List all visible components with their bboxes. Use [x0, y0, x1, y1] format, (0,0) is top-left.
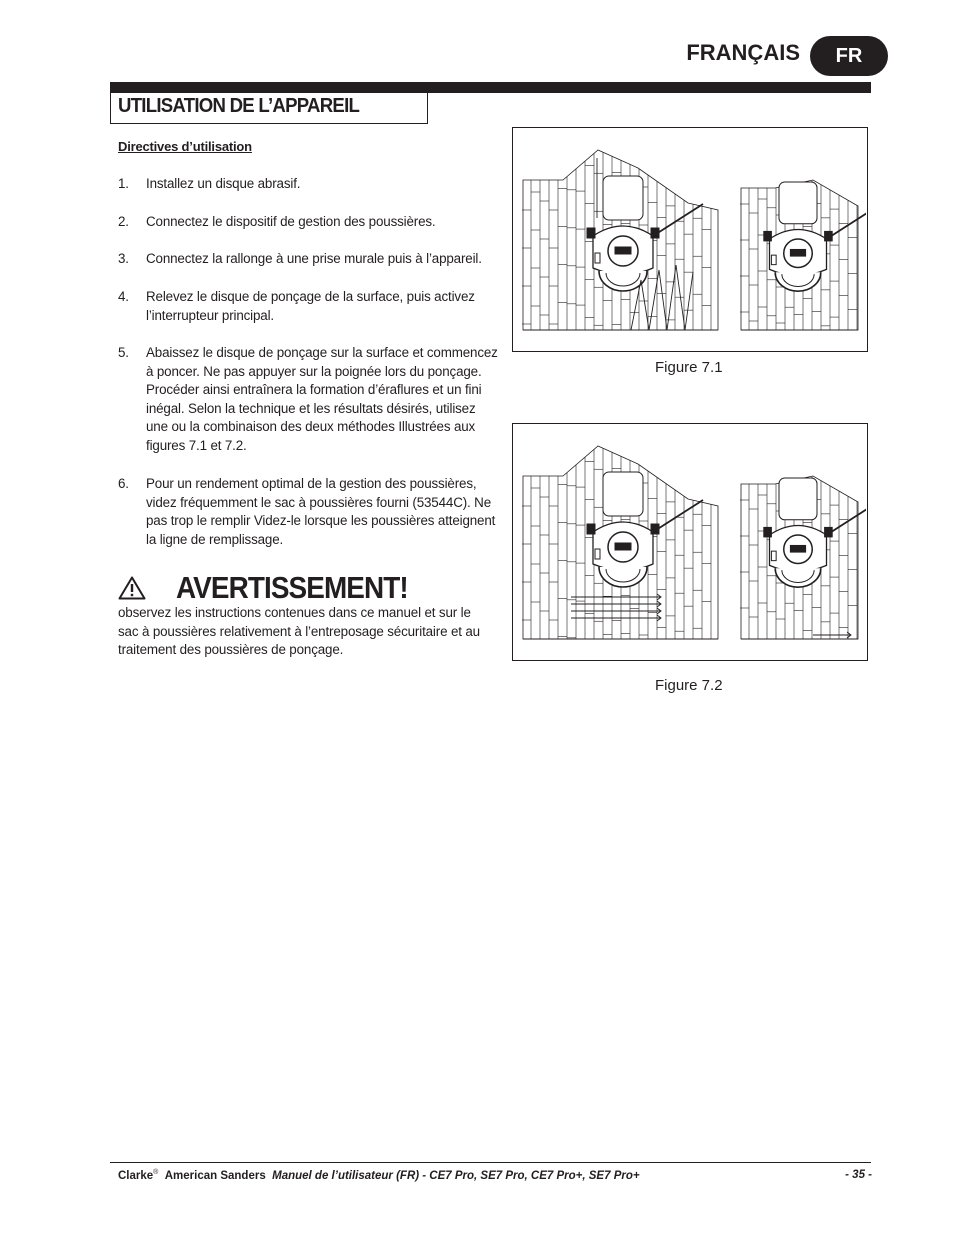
step-number: 3.	[118, 251, 129, 266]
step-text: Relevez le disque de ponçage de la surface, puis activez l’interrupteur principal.	[146, 289, 475, 323]
footer-company: American Sanders	[164, 1169, 266, 1182]
figure-7-1-caption: Figure 7.1	[655, 359, 723, 376]
step-text: Pour un rendement optimal de la gestion des poussières, videz fréquemment le sac à poussières fourni (53544C). Ne pas trop le remplir Videz-le lorsque les poussières atteignent la ligne de remplissage.	[146, 476, 496, 547]
step-number: 5.	[118, 345, 129, 360]
step-text: Connectez la rallonge à une prise murale puis à l’appareil.	[146, 251, 482, 266]
page-number: - 35 -	[845, 1169, 872, 1181]
language-label: FRANÇAIS	[686, 40, 800, 65]
instruction-step	[118, 344, 498, 456]
figure-7-2	[512, 423, 868, 661]
registered-mark: ®	[153, 1169, 159, 1176]
footer-brand: Clarke	[118, 1169, 154, 1182]
section-title: UTILISATION DE L’APPAREIL	[118, 95, 360, 117]
step-number: 2.	[118, 214, 129, 229]
figure-7-2-caption: Figure 7.2	[655, 677, 723, 694]
step-text: Installez un disque abrasif.	[146, 176, 301, 191]
instructions-heading: Directives d’utilisation	[118, 139, 252, 154]
warning-triangle-icon	[118, 576, 146, 600]
instruction-step	[118, 475, 498, 549]
footer-rule	[110, 1162, 871, 1163]
warning-text: observez les instructions contenues dans ce manuel et sur le sac à poussières relativement à l’entreposage sécuritaire et au traitement des poussières de ponçage.	[118, 605, 480, 658]
warning-header	[118, 570, 434, 606]
step-number: 1.	[118, 176, 129, 191]
step-text: Abaissez le disque de ponçage sur la surface et commencez à poncer. Ne pas appuyer sur la poignée lors du ponçage. Procéder ainsi entraînera la formation d’éraflures et un fini inégal. Selon la technique et les résultats désirés, utilisez une ou la combinaison des deux méthodes Illustrées aux figures 7.1 et 7.2.	[146, 345, 498, 453]
figure-7-1-illustration	[513, 128, 866, 350]
step-number: 6.	[118, 476, 129, 491]
figure-7-1	[512, 127, 868, 352]
footer-manual-title: Manuel de l’utilisateur (FR) - CE7 Pro, SE7 Pro, CE7 Pro+, SE7 Pro+	[272, 1169, 640, 1182]
warning-title: AVERTISSEMENT!	[176, 570, 408, 605]
language-badge: FR	[810, 36, 888, 76]
instruction-step	[118, 250, 498, 269]
header-rule	[110, 82, 871, 93]
figure-7-2-illustration	[513, 424, 866, 659]
instruction-step	[118, 213, 498, 232]
step-text: Connectez le dispositif de gestion des poussières.	[146, 214, 436, 229]
instruction-step	[118, 288, 498, 325]
instruction-step	[118, 175, 498, 194]
step-number: 4.	[118, 289, 129, 304]
footer-credit	[118, 1169, 640, 1182]
